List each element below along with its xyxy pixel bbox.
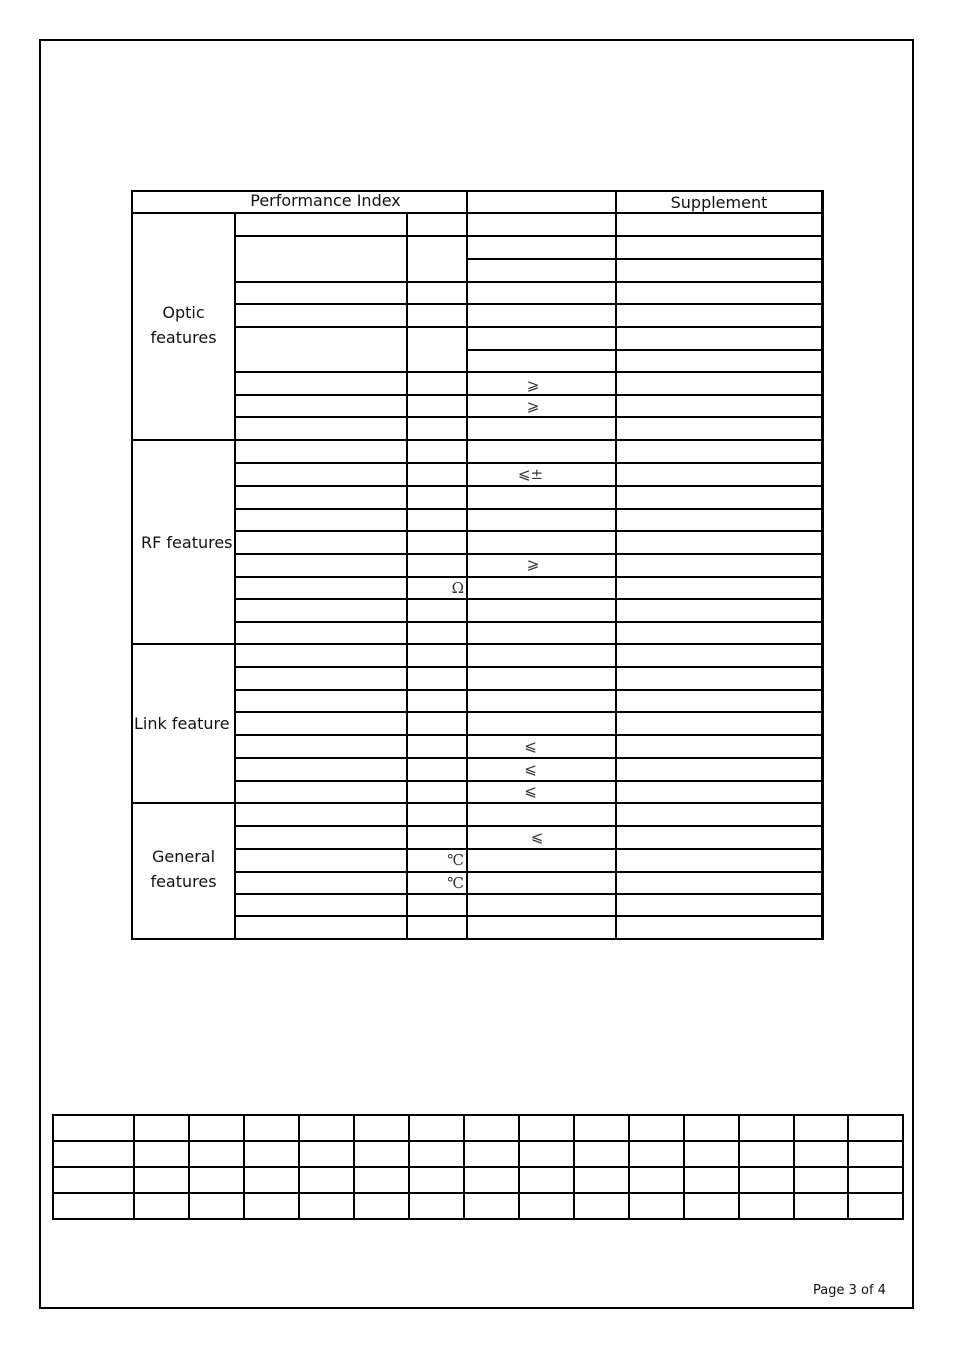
group-boundary-link-general (131, 802, 824, 804)
table-row-line (234, 508, 824, 510)
group-label-link: Link feature (134, 714, 230, 733)
table-row-line (234, 281, 824, 283)
group-label-general: General features (150, 847, 217, 891)
revision-grid-col-line (793, 1114, 795, 1220)
table-row-line (234, 848, 824, 850)
table-border-bottom (131, 938, 824, 940)
revision-grid-col-line (573, 1114, 575, 1220)
table-row-line (234, 371, 824, 373)
revision-grid-col-line (463, 1114, 465, 1220)
revision-grid-col-line (188, 1114, 190, 1220)
symbol-le-pm: ⩽± (517, 465, 544, 483)
table-row-line (234, 893, 824, 895)
table-row-line (234, 666, 824, 668)
revision-grid-row-line (52, 1140, 903, 1142)
symbol-ge: ⩾ (526, 397, 540, 415)
table-row-line (234, 235, 824, 237)
table-row-line (234, 530, 824, 532)
symbol-celsius: ℃ (447, 874, 464, 892)
symbol-celsius: ℃ (447, 851, 464, 869)
table-row-line (466, 349, 824, 351)
table-row-line (234, 689, 824, 691)
revision-grid-row-line (52, 1166, 903, 1168)
table-row-line (466, 258, 824, 260)
symbol-ohm: Ω (451, 579, 464, 597)
table-row-line (234, 871, 824, 873)
symbol-le: ⩽ (524, 760, 537, 778)
revision-grid-col-line (683, 1114, 685, 1220)
symbol-ge: ⩾ (526, 376, 540, 394)
symbol-le: ⩽ (524, 782, 537, 800)
symbol-le: ⩽ (524, 737, 537, 755)
table-row-line (234, 711, 824, 713)
group-label-optic: Optic features (150, 303, 217, 347)
group-label-rf: RF features (141, 533, 233, 552)
revision-grid-row-line (52, 1192, 903, 1194)
revision-grid-col-line (298, 1114, 300, 1220)
revision-grid-col-line (518, 1114, 520, 1220)
revision-grid-col-line (408, 1114, 410, 1220)
revision-grid-col-line (133, 1114, 135, 1220)
revision-grid-col-line (847, 1114, 849, 1220)
revision-grid-col-line (738, 1114, 740, 1220)
revision-grid-col-line (243, 1114, 245, 1220)
revision-grid-row-line (52, 1114, 903, 1116)
revision-grid-col-line (628, 1114, 630, 1220)
table-row-line (234, 621, 824, 623)
table-row-line (234, 915, 824, 917)
table-row-line (234, 303, 824, 305)
table-row-line (234, 485, 824, 487)
page-frame (39, 39, 914, 1309)
symbol-le: ⩽ (530, 828, 544, 846)
revision-grid-col-line (52, 1114, 54, 1220)
group-boundary-optic-rf (131, 439, 824, 441)
group-boundary-rf-link (131, 643, 824, 645)
revision-grid-col-line (902, 1114, 904, 1220)
table-row-line (234, 598, 824, 600)
page-number: Page 3 of 4 (813, 1283, 886, 1298)
table-row-line (234, 326, 824, 328)
header-performance-index: Performance Index (250, 191, 401, 210)
revision-grid-col-line (353, 1114, 355, 1220)
revision-grid-row-line (52, 1218, 903, 1220)
header-supplement: Supplement (670, 193, 768, 212)
symbol-ge: ⩾ (526, 555, 540, 573)
table-row-line (234, 576, 824, 578)
